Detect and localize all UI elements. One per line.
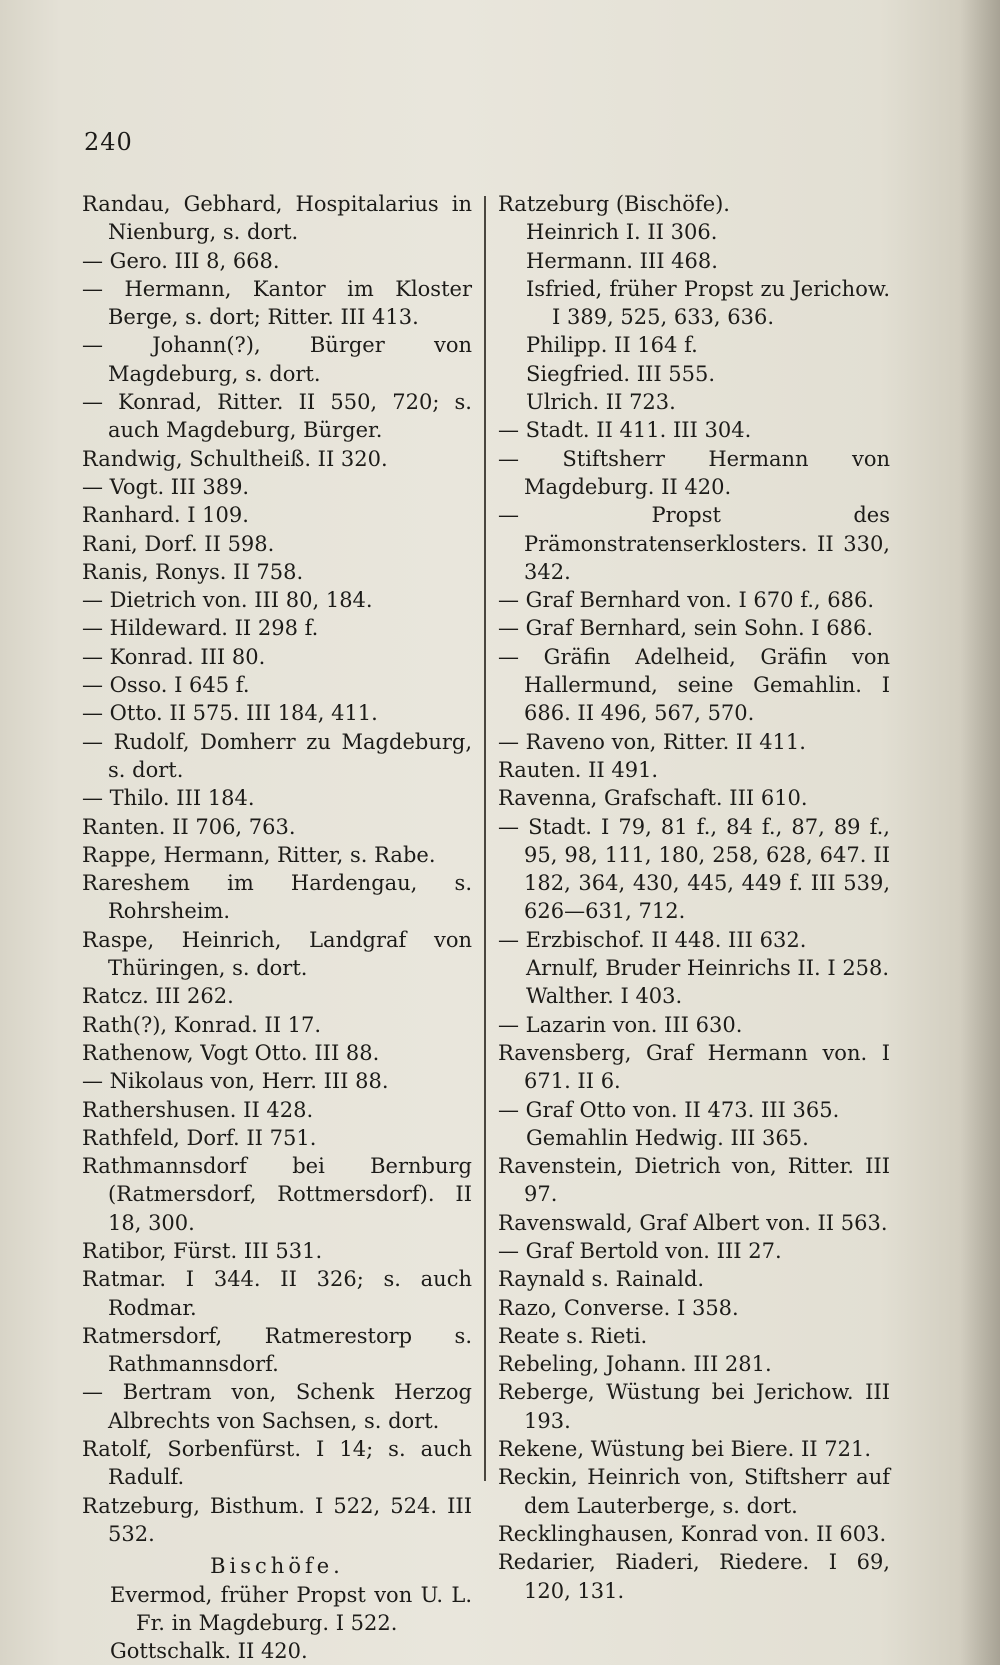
index-entry: Ravenswald, Graf Albert von. II 563. [498,1210,888,1235]
index-subentry: Gemahlin Hedwig. III 365. [526,1125,809,1150]
index-entry: Ranis, Ronys. II 758. [82,559,304,584]
page-number: 240 [84,128,133,156]
index-entry: Ratolf, Sorbenfürst. I 14; s. auch Radulf. [82,1437,472,1490]
index-entry: — Nikolaus von, Herr. III 88. [82,1069,389,1094]
index-entry: Randwig, Schultheiß. II 320. [82,446,388,471]
index-entry: Ratzeburg (Bischöfe). [498,192,730,216]
index-entry: — Stadt. I 79, 81 f., 84 f., 87, 89 f., 95, 98, 111, 180, 258, 628, 647. II 182, 364, 430, 445, 449 f. III 539, 626—631, 712. [498,814,890,924]
index-entry: Reate s. Rieti. [498,1323,648,1348]
index-entry: — Vogt. III 389. [82,474,250,499]
index-entry: Rathenow, Vogt Otto. III 88. [82,1040,380,1065]
index-entry: Reckin, Heinrich von, Stiftsherr auf dem Lauterberge, s. dort. [498,1465,890,1518]
index-subentry: Gottschalk. II 420. [110,1639,308,1664]
index-entry: — Johann(?), Bürger von Magdeburg, s. dort. [82,333,472,386]
section-heading: Bischöfe. [210,1554,344,1579]
index-subentry: Evermod, früher Propst von U. L. Fr. in Magdeburg. I 522. [110,1582,472,1635]
index-entry: — Graf Bernhard von. I 670 f., 686. [498,588,875,613]
index-entry: Ratcz. III 262. [82,984,234,1009]
index-entry: — Stadt. II 411. III 304. [498,418,752,443]
column-divider [484,196,486,1481]
index-subentry: Ulrich. II 723. [526,390,676,415]
index-subentry: Arnulf, Bruder Heinrichs II. I 258. [526,956,890,981]
index-column-right [498,190,890,1605]
index-entry: — Hildeward. II 298 f. [82,616,319,641]
index-entry: Rani, Dorf. II 598. [82,531,275,556]
index-entry: Ratibor, Fürst. III 531. [82,1238,323,1263]
index-entry: — Stiftsherr Hermann von Magdeburg. II 420. [498,446,890,499]
index-subentry: Siegfried. III 555. [526,361,716,386]
index-entry: Ratzeburg, Bisthum. I 522, 524. III 532. [82,1493,472,1546]
index-entry: Randau, Gebhard, Hospitalarius in Nienburg, s. dort. [82,192,472,245]
index-entry: Raspe, Heinrich, Landgraf von Thüringen, s. dort. [82,927,472,981]
index-entry: Reberge, Wüstung bei Jerichow. III 193. [498,1380,890,1433]
index-entry: — Bertram von, Schenk Herzog Albrechts von Sachsen, s. dort. [82,1380,472,1433]
index-subentry: Philipp. II 164 f. [526,333,698,358]
index-entry: Rathfeld, Dorf. II 751. [82,1125,317,1150]
index-entry: Rebeling, Johann. III 281. [498,1352,772,1377]
index-entry: Razo, Converse. I 358. [498,1295,739,1320]
index-entry: — Thilo. III 184. [82,786,255,811]
index-subentry: Isfried, früher Propst zu Jerichow. I 389, 525, 633, 636. [526,276,890,330]
page-edge-shadow [960,0,1000,1665]
index-entry: — Osso. I 645 f. [82,673,250,698]
index-entry: — Gräfin Adelheid, Gräfin von Hallermund, seine Gemahlin. I 686. II 496, 567, 570. [498,644,890,726]
index-entry: Raynald s. Rainald. [498,1267,705,1292]
index-entry: Rathershusen. II 428. [82,1097,314,1122]
index-subentry: Heinrich I. II 306. [526,220,718,245]
index-entry: — Raveno von, Ritter. II 411. [498,729,806,754]
index-column-left [82,190,472,1665]
index-entry: Ravenstein, Dietrich von, Ritter. III 97. [498,1154,890,1207]
index-entry: — Graf Bertold von. III 27. [498,1238,782,1263]
index-entry: — Gero. III 8, 668. [82,248,280,273]
index-entry: — Graf Otto von. II 473. III 365. [498,1097,840,1122]
index-subentry: Walther. I 403. [526,984,683,1009]
index-entry: Redarier, Riaderi, Riedere. I 69, 120, 131. [498,1550,890,1603]
index-entry: — Konrad. III 80. [82,644,266,669]
index-entry: Rappe, Hermann, Ritter, s. Rabe. [82,842,436,867]
index-entry: Rathmannsdorf bei Bernburg (Ratmersdorf, Rottmersdorf). II 18, 300. [82,1154,472,1235]
index-entry: — Otto. II 575. III 184, 411. [82,701,378,726]
index-entry: Rauten. II 491. [498,757,659,782]
index-entry: — Hermann, Kantor im Kloster Berge, s. dort; Ritter. III 413. [82,276,472,330]
index-entry: Ratmersdorf, Ratmerestorp s. Rathmannsdorf. [82,1323,472,1377]
index-entry: — Lazarin von. III 630. [498,1012,743,1037]
index-entry: Recklinghausen, Konrad von. II 603. [498,1521,887,1546]
index-entry: Ratmar. I 344. II 326; s. auch Rodmar. [82,1267,472,1320]
index-entry: Rekene, Wüstung bei Biere. II 721. [498,1437,872,1462]
index-entry: — Graf Bernhard, sein Sohn. I 686. [498,616,874,641]
index-entry: Ranten. II 706, 763. [82,814,296,839]
index-entry: Ranhard. I 109. [82,503,249,528]
index-entry: Ravenna, Grafschaft. III 610. [498,786,808,811]
index-entry: — Rudolf, Domherr zu Magdeburg, s. dort. [82,729,472,782]
index-entry: — Dietrich von. III 80, 184. [82,588,373,613]
index-subentry: Hermann. III 468. [526,248,718,273]
index-entry: — Propst des Prämonstratenserklosters. II 330, 342. [498,503,890,584]
index-entry: Rath(?), Konrad. II 17. [82,1012,322,1037]
index-entry: Rareshem im Hardengau, s. Rohrsheim. [82,871,472,924]
index-entry: — Erzbischof. II 448. III 632. [498,927,807,952]
index-entry: Ravensberg, Graf Hermann von. I 671. II 6. [498,1040,890,1094]
index-entry: — Konrad, Ritter. II 550, 720; s. auch Magdeburg, Bürger. [82,390,472,443]
